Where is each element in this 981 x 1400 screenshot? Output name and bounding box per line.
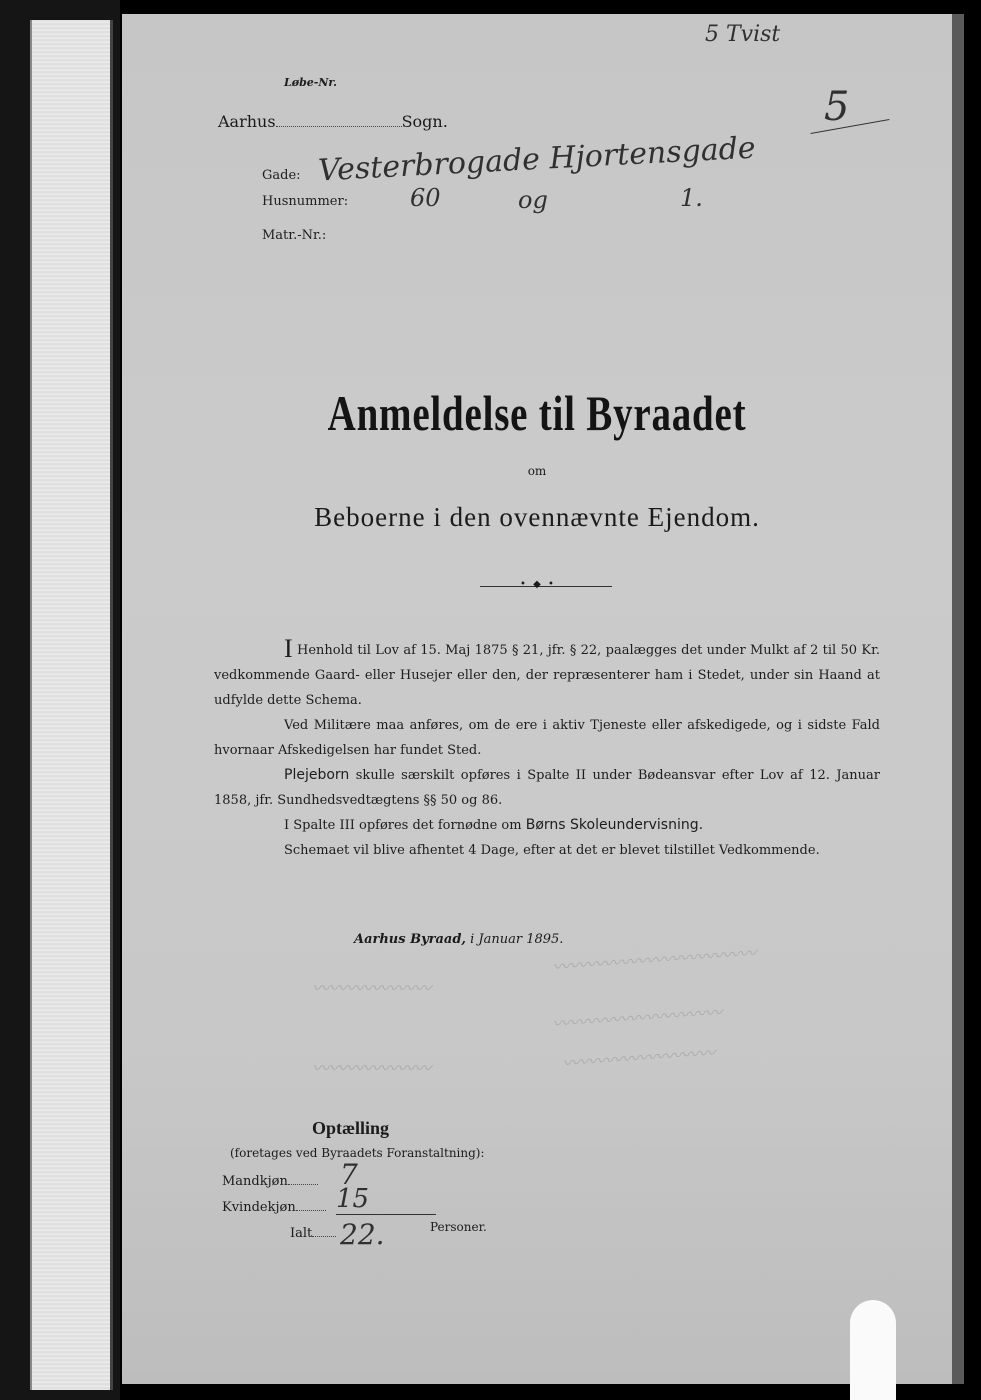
instructions-text [214, 636, 880, 863]
sum-line [336, 1214, 436, 1215]
title-om: om [527, 464, 547, 478]
signature-line [354, 932, 563, 947]
book-binding [0, 0, 120, 1400]
sogn-prefix: Aarhus [218, 112, 276, 131]
paragraph-3-text: skulle særskilt opføres i Spalte II under Bødeansvar efter Lov af 12. Januar 1858, jfr. Sundhedsvedtægtens §§ 50 og 86. [214, 768, 880, 808]
paragraph-2: Ved Militære maa anføres, om de ere i aktiv Tjeneste eller afskedigede, og i sidste Fald hvornaar Afskedigelsen har fundet Sted. [214, 718, 880, 758]
bleed-through-handwriting: 〰〰〰〰〰〰〰〰〰〰 [551, 1003, 723, 1035]
count-subtitle: (foretages ved Byraadets Foranstaltning): [230, 1146, 485, 1160]
mandkjon-label: Mandkjøn [222, 1174, 288, 1189]
paragraph-3-bold: Plejeborn [284, 767, 350, 783]
paragraph-4 [214, 813, 880, 838]
paragraph-1-text: Henhold til Lov af 15. Maj 1875 § 21, jfr. § 22, paalægges det under Mulkt af 2 til 50 Kr. vedkommende Gaard- eller Husejer eller den, der repræsenterer ham i Stedet, under sin Haand at udfylde dette Schema. [214, 643, 880, 708]
paragraph-1 [214, 636, 880, 713]
paragraph-5: Schemaet vil blive afhentet 4 Dage, efter at det er blevet tilstillet Vedkommende. [284, 843, 820, 858]
paragraph-3 [214, 763, 880, 813]
husnummer-value-2: 1. [680, 184, 703, 212]
matr-label: Matr.-Nr.: [262, 228, 327, 243]
kvindekjon-label: Kvindekjøn [222, 1200, 296, 1215]
lobe-nr-label: Løbe-Nr. [284, 76, 337, 89]
mandkjon-value: 7 [340, 1158, 358, 1191]
ornament-dots: • ◆ • [520, 579, 556, 590]
dotted-line [288, 1184, 318, 1185]
sogn-dotted-line [276, 126, 402, 127]
count-title: Optælling [312, 1118, 390, 1138]
gade-handwritten: Vesterbrogade Hjortensgade [317, 130, 757, 189]
ialt-label: Ialt [290, 1226, 313, 1241]
husnummer-value-1: 60 [410, 184, 441, 212]
gade-label: Gade: [262, 168, 301, 183]
bleed-through-handwriting: 〰〰〰〰〰〰〰〰〰〰〰〰 [551, 943, 757, 979]
bleed-through-handwriting: 〰〰〰〰〰〰〰〰〰 [561, 1043, 716, 1075]
page-edge [952, 14, 964, 1384]
mandkjon-row [222, 1174, 318, 1189]
paragraph-4-text: I Spalte III opføres det fornødne om [284, 818, 522, 833]
sogn-row [218, 112, 448, 131]
sogn-label: Sogn. [401, 112, 448, 131]
initial-letter: I [284, 634, 293, 663]
corner-note: 5 Tvist [705, 22, 781, 47]
ialt-row [290, 1226, 336, 1241]
kvindekjon-value: 15 [336, 1184, 370, 1214]
document-page [122, 14, 952, 1384]
document-title: Anmeldelse til Byraadet [327, 385, 747, 441]
husnummer-og: og [518, 186, 548, 214]
dotted-line [296, 1210, 326, 1211]
bleed-through-handwriting: 〰〰〰〰〰〰〰 [312, 979, 431, 999]
signature-bold: Aarhus Byraad, [354, 932, 466, 947]
white-tab [850, 1300, 896, 1400]
dotted-line [312, 1236, 336, 1237]
ialt-value: 22. [340, 1218, 385, 1251]
husnummer-label: Husnummer: [262, 194, 349, 209]
corner-number-underline [811, 119, 890, 134]
personer-label: Personer. [430, 1220, 487, 1234]
paragraph-4-bold: Børns Skoleundervisning. [525, 817, 704, 833]
corner-number: 5 [824, 84, 850, 130]
document-subtitle: Beboerne i den ovennævnte Ejendom. [314, 502, 760, 532]
binding-tape [30, 20, 113, 1390]
signature-date: i Januar 1895. [470, 932, 564, 947]
kvindekjon-row [222, 1200, 326, 1215]
bleed-through-handwriting: 〰〰〰〰〰〰〰 [312, 1059, 431, 1079]
